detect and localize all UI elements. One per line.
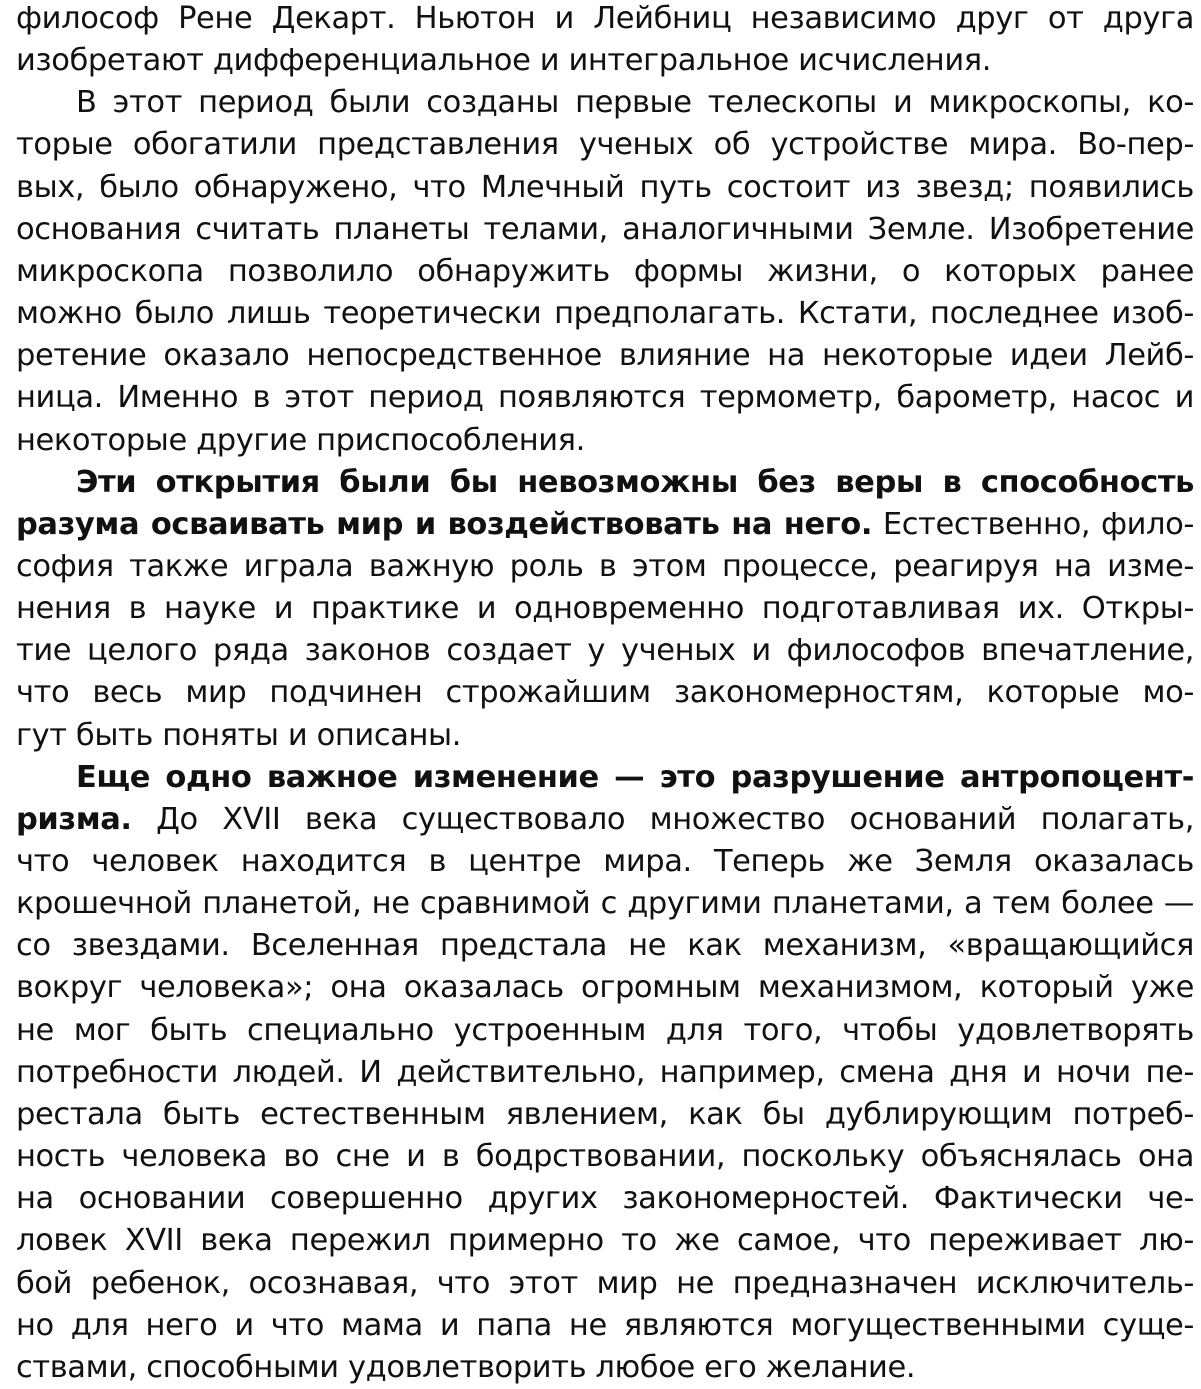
text-span: со звездами. Вселенная предстала не как механизм, «вращающийся (16, 928, 1194, 964)
text-span: ница. Именно в этот период появляются термометр, барометр, насос и (16, 380, 1194, 416)
text-span: микроскопа позволило обнаружить формы жизни, о которых ранее (16, 253, 1194, 289)
text-span: гут быть поняты и описаны. (16, 717, 462, 753)
text-span: что весь мир подчинен строжайшим закономерностям, которые мо- (16, 675, 1194, 711)
text-span: некоторые другие приспособления. (16, 422, 585, 458)
text-line (76, 462, 1194, 504)
text-line (16, 546, 1194, 588)
text-span: В этот период были созданы первые телескопы и микроскопы, ко- (76, 85, 1194, 121)
text-span: Естественно, фило- (872, 506, 1195, 542)
text-span: что человек находится в центре мира. Теперь же Земля оказалась (16, 844, 1194, 879)
bold-text-span: Эти открытия были бы невозможны без веры в способность (76, 464, 1194, 500)
text-line (16, 1305, 1194, 1347)
bold-text-span: Еще одно важное изменение — это разрушение антропоцент- (76, 759, 1194, 795)
text-span: вокруг человека»; она оказалась огромным механизмом, который уже (16, 970, 1194, 1006)
text-line (16, 251, 1194, 293)
text-line (16, 0, 1194, 40)
text-line (16, 967, 1194, 1009)
text-line (16, 209, 1194, 251)
text-span: тие целого ряда законов создает у ученых и философов впечатление, (16, 633, 1194, 669)
text-span: философ Рене Декарт. Ньютон и Лейбниц независимо друг от друга (16, 1, 1194, 36)
text-line (16, 883, 1194, 925)
text-span: ность человека во сне и в бодрствовании, поскольку объяснялась она (16, 1139, 1194, 1175)
text-line (16, 588, 1194, 630)
text-line (16, 1136, 1194, 1178)
text-line (76, 757, 1194, 799)
text-span: не мог быть специально устроенным для того, чтобы удовлетворять (16, 1012, 1194, 1048)
text-span: ствами, способными удовлетворить любое его желание. (16, 1349, 916, 1385)
text-line (16, 672, 1194, 714)
text-line (16, 1052, 1194, 1094)
text-span: ловек XVII века пережил примерно то же самое, что переживает лю- (16, 1223, 1194, 1259)
bold-text-span: разума осваивать мир и воздействовать на него. (16, 506, 873, 542)
text-line (16, 504, 1194, 546)
text-span: изобретают дифференциальное и интегральное исчисления. (16, 43, 992, 79)
text-line (16, 925, 1194, 967)
text-span: потребности людей. И действительно, например, смена дня и ночи пе- (16, 1054, 1194, 1090)
bold-text-span: ризма. (16, 801, 132, 837)
text-span: на основании совершенно других закономерностей. Фактически че- (16, 1181, 1194, 1217)
text-line (16, 293, 1194, 335)
text-line (16, 715, 1194, 757)
text-line (16, 1220, 1194, 1262)
text-span: рестала быть естественным явлением, как бы дублирующим потреб- (16, 1096, 1194, 1132)
text-span: крошечной планетой, не сравнимой с другими планетами, а тем более — (16, 886, 1194, 922)
text-span: но для него и что мама и папа не являются могущественными суще- (16, 1307, 1194, 1343)
text-line (16, 1263, 1194, 1305)
text-line (16, 630, 1194, 672)
text-line (16, 124, 1194, 166)
text-line (16, 799, 1194, 841)
text-span: ретение оказало непосредственное влияние на некоторые идеи Лейб- (16, 338, 1194, 374)
text-span: торые обогатили представления ученых об устройстве мира. Во-пер- (16, 127, 1194, 163)
text-span: нения в науке и практике и одновременно подготавливая их. Откры- (16, 591, 1194, 627)
text-line (16, 167, 1194, 209)
text-line (16, 1010, 1194, 1052)
text-line (16, 1094, 1194, 1136)
text-line (76, 82, 1194, 124)
text-line (16, 841, 1194, 883)
text-span: основания считать планеты телами, аналогичными Земле. Изобретение (16, 211, 1194, 247)
text-span: можно было лишь теоретически предполагать. Кстати, последнее изоб- (16, 296, 1194, 332)
text-line (16, 420, 1194, 462)
text-span: вых, было обнаружено, что Млечный путь состоит из звезд; появились (16, 169, 1194, 205)
text-line (16, 1178, 1194, 1220)
text-span: бой ребенок, осознавая, что этот мир не предназначен исключитель- (16, 1265, 1194, 1301)
text-line (16, 1347, 1194, 1389)
text-span: софия также играла важную роль в этом процессе, реагируя на изме- (16, 548, 1194, 584)
text-line (16, 40, 1194, 82)
text-span: До XVII века существовало множество оснований полагать, (131, 801, 1194, 837)
text-line (16, 377, 1194, 419)
text-line (16, 335, 1194, 377)
